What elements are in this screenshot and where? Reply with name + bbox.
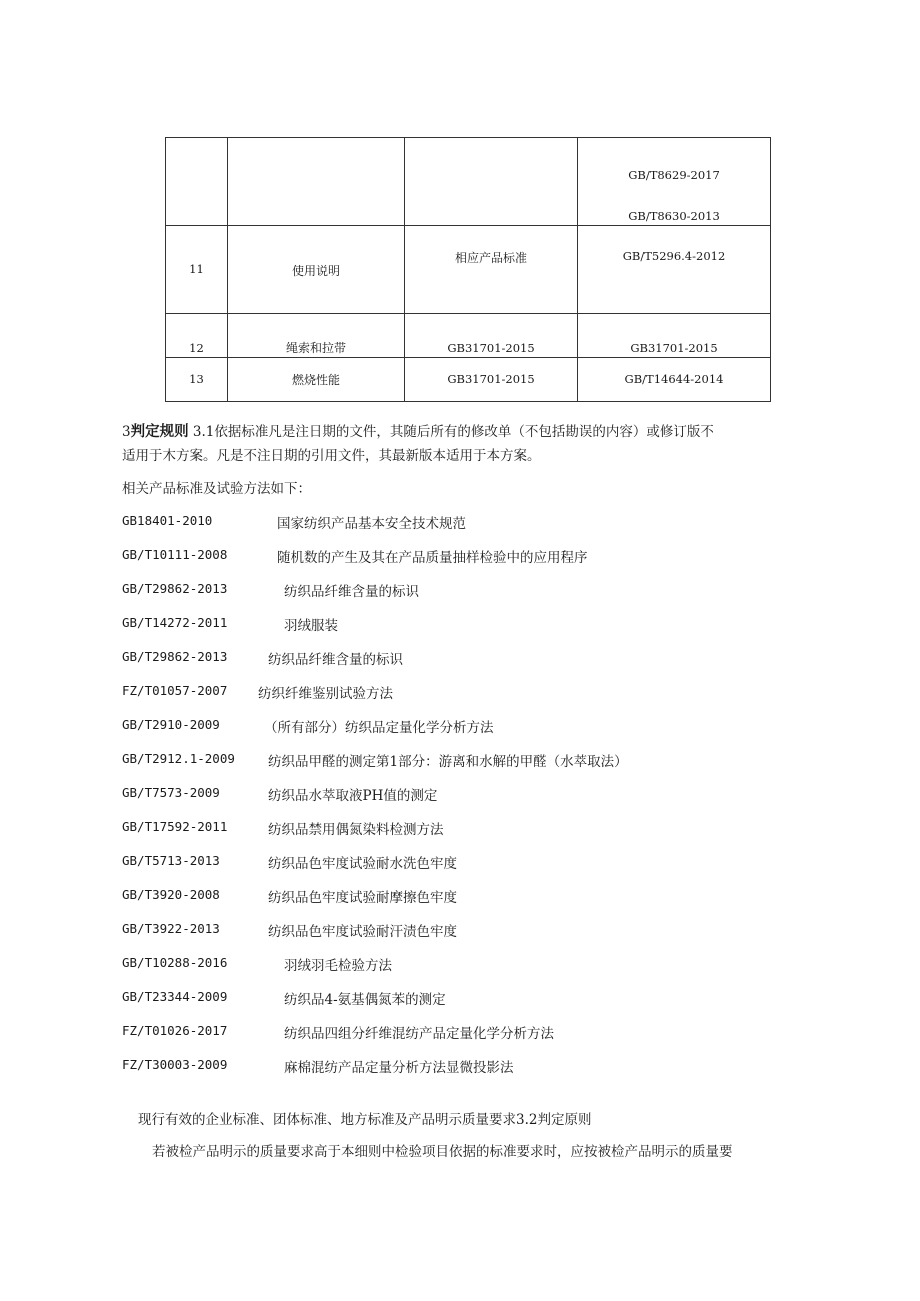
cell-item xyxy=(228,138,405,226)
reference-code: GB/T7573-2009 xyxy=(122,785,220,800)
section-heading: 判定规则 xyxy=(130,424,189,440)
cell-no: 13 xyxy=(166,358,228,402)
reference-code: GB/T5713-2013 xyxy=(122,853,220,868)
cell-standard: GB31701-2015 xyxy=(405,314,578,358)
reference-title: 纺织品色牢度试验耐摩擦色牢度 xyxy=(268,890,457,906)
reference-title: 国家纺织产品基本安全技术规范 xyxy=(277,516,466,532)
reference-code: GB/T3922-2013 xyxy=(122,921,220,936)
reference-code: GB/T23344-2009 xyxy=(122,989,228,1004)
cell-no: 11 xyxy=(166,226,228,314)
reference-title: 纺织品甲醛的测定第1部分：游离和水解的甲醛（水萃取法） xyxy=(268,754,628,770)
reference-title: 纺织品4-氨基偶氮苯的测定 xyxy=(284,992,446,1008)
reference-title: （所有部分）纺织品定量化学分析方法 xyxy=(264,720,494,736)
reference-code: FZ/T01026-2017 xyxy=(122,1023,228,1038)
reference-code: GB/T14272-2011 xyxy=(122,615,228,630)
section-paragraph xyxy=(122,420,822,468)
reference-code: GB/T10111-2008 xyxy=(122,547,228,562)
reference-title: 羽绒服装 xyxy=(284,618,338,634)
reference-title: 羽绒羽毛检验方法 xyxy=(284,958,392,974)
reference-title: 纺织品禁用偶氮染料检测方法 xyxy=(268,822,444,838)
inspection-table xyxy=(165,137,771,402)
cell-method: GB/T14644-2014 xyxy=(578,358,771,402)
cell-standard xyxy=(405,138,578,226)
reference-code: GB/T2912.1-2009 xyxy=(122,751,235,766)
section-number: 3 xyxy=(122,424,131,440)
reference-title: 纺织品水萃取液PH值的测定 xyxy=(268,788,438,804)
table-row xyxy=(166,226,771,314)
reference-title: 纺织品纤维含量的标识 xyxy=(284,584,419,600)
method-text: GB/T8630-2013 xyxy=(628,209,720,223)
table-row xyxy=(166,358,771,402)
section-text-line1: 3.1依据标准凡是注日期的文件，其随后所有的修改单（不包括勘误的内容）或修订版不 xyxy=(192,424,714,440)
cell-standard: GB31701-2015 xyxy=(405,358,578,402)
method-text: GB/T8629-2017 xyxy=(628,168,720,182)
table-row xyxy=(166,314,771,358)
closing-line1: 现行有效的企业标准、团体标准、地方标准及产品明示质量要求3.2判定原则 xyxy=(138,1112,592,1128)
reference-code: GB/T29862-2013 xyxy=(122,581,228,596)
reference-title: 随机数的产生及其在产品质量抽样检验中的应用程序 xyxy=(277,550,588,566)
reference-title: 麻棉混纺产品定量分析方法显微投影法 xyxy=(284,1060,514,1076)
cell-standard: 相应产品标准 xyxy=(405,226,578,314)
reference-code: GB18401-2010 xyxy=(122,513,213,528)
table-row xyxy=(166,138,771,226)
cell-method: GB31701-2015 xyxy=(578,314,771,358)
cell-no xyxy=(166,138,228,226)
cell-no: 12 xyxy=(166,314,228,358)
reference-title: 纺织纤维鉴别试验方法 xyxy=(258,686,393,702)
closing-line2: 若被检产品明示的质量要求高于本细则中检验项目依据的标准要求时，应按被检产品明示的质量要 xyxy=(152,1144,733,1160)
cell-method: GB/T5296.4-2012 xyxy=(578,226,771,314)
reference-code: FZ/T30003-2009 xyxy=(122,1057,228,1072)
references-intro: 相关产品标准及试验方法如下： xyxy=(122,481,311,497)
reference-code: GB/T17592-2011 xyxy=(122,819,228,834)
reference-title: 纺织品纤维含量的标识 xyxy=(268,652,403,668)
reference-title: 纺织品四组分纤维混纺产品定量化学分析方法 xyxy=(284,1026,554,1042)
reference-title: 纺织品色牢度试验耐水洗色牢度 xyxy=(268,856,457,872)
reference-title: 纺织品色牢度试验耐汗渍色牢度 xyxy=(268,924,457,940)
cell-item: 绳索和拉带 xyxy=(228,314,405,358)
reference-code: GB/T3920-2008 xyxy=(122,887,220,902)
section-text-line2: 适用于木方案。凡是不注日期的引用文件，其最新版本适用于本方案。 xyxy=(122,448,541,464)
reference-code: GB/T29862-2013 xyxy=(122,649,228,664)
reference-code: GB/T10288-2016 xyxy=(122,955,228,970)
reference-code: FZ/T01057-2007 xyxy=(122,683,228,698)
cell-method xyxy=(578,138,771,226)
cell-item: 燃烧性能 xyxy=(228,358,405,402)
reference-code: GB/T2910-2009 xyxy=(122,717,220,732)
cell-item: 使用说明 xyxy=(228,226,405,314)
